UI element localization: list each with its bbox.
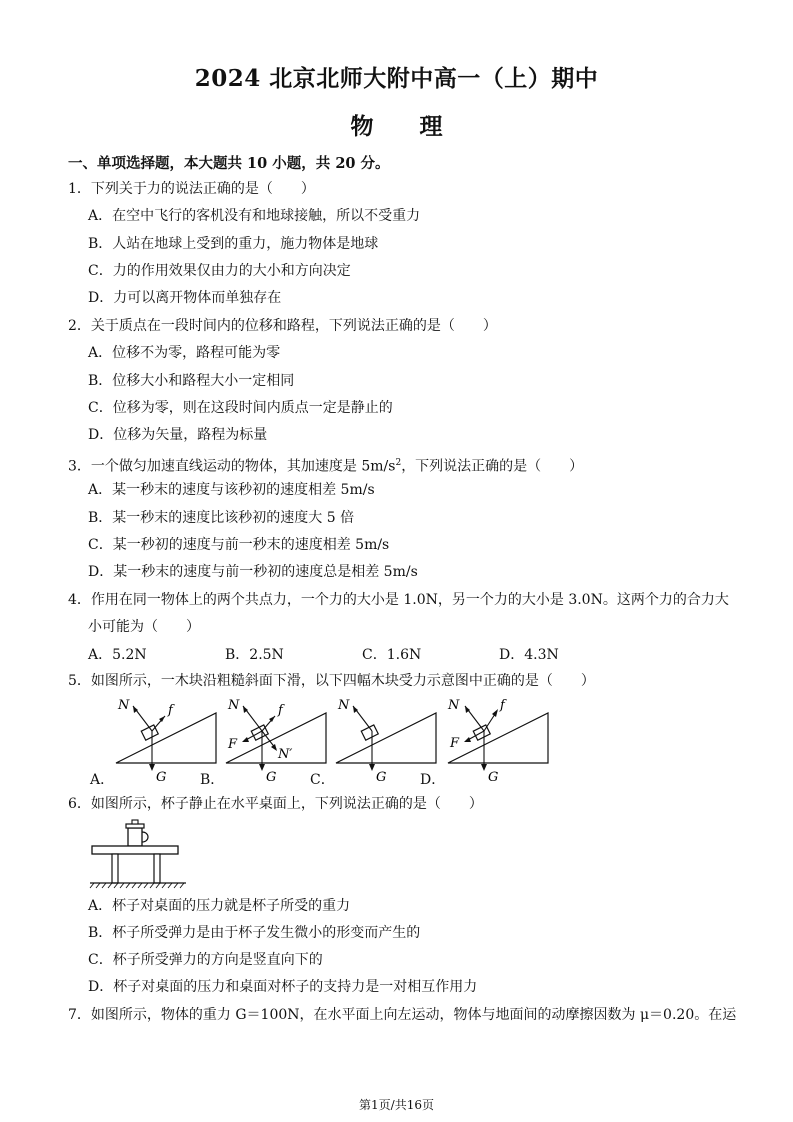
q5-label-c: C． — [310, 772, 335, 788]
q6-option-d: D．杯子对桌面的压力和桌面对杯子的支持力是一对相互作用力 — [88, 979, 478, 995]
q5a-normal-label: N — [118, 698, 130, 713]
q6-stem: 6．如图所示，杯子静止在水平桌面上，下列说法正确的是（ ） — [68, 796, 483, 812]
q5b-force-label: F — [228, 737, 238, 752]
q5d-normal-label: N — [448, 698, 460, 713]
q1-option-c: C．力的作用效果仅由力的大小和方向决定 — [88, 263, 351, 279]
q5d-force-label: F — [450, 736, 460, 751]
q2-option-c: C．位移为零，则在这段时间内质点一定是静止的 — [88, 400, 393, 416]
q3-stem — [68, 454, 583, 476]
q1-option-a: A．在空中飞行的客机没有和地球接触，所以不受重力 — [88, 208, 421, 224]
q4-stem-line2: 小可能为（ ） — [88, 619, 200, 635]
q5d-gravity-label: G — [488, 770, 499, 785]
q3-option-d: D．某一秒末的速度与前一秒初的速度总是相差 5m/s — [88, 564, 418, 580]
q5c-normal-label: N — [338, 698, 350, 713]
q2-option-d: D．位移为矢量，路程为标量 — [88, 427, 268, 443]
q1-option-b: B．人站在地球上受到的重力，施力物体是地球 — [88, 236, 379, 252]
q7-stem: 7．如图所示，物体的重力 G＝100N，在水平面上向左运动，物体与地面间的动摩擦因数为 μ＝0.20。在运 — [68, 1007, 737, 1023]
q5b-gravity-label: G — [266, 770, 277, 785]
q4-option-b: B．2.5N — [225, 647, 284, 663]
q5b-friction-label: f — [278, 703, 283, 718]
q1-option-d: D．力可以离开物体而单独存在 — [88, 290, 282, 306]
q5-figure-d — [440, 697, 550, 787]
q6-option-b: B．杯子所受弹力是由于杯子发生微小的形变而产生的 — [88, 925, 421, 941]
q6-table-cup-figure — [88, 818, 188, 890]
q3-stem-superscript: 2 — [395, 458, 402, 468]
q5d-friction-label: f — [500, 698, 505, 713]
page-footer: 第1页/共16页 — [359, 1098, 434, 1112]
q5-label-a: A． — [90, 772, 115, 788]
q5b-normal-prime-label: N′ — [278, 747, 293, 762]
q5-figures — [88, 697, 738, 789]
q4-options-row — [88, 646, 559, 664]
q2-option-a: A．位移不为零，路程可能为零 — [88, 345, 281, 361]
q3-option-b: B．某一秒末的速度比该秒初的速度大 5 倍 — [88, 510, 355, 526]
q2-option-b: B．位移大小和路程大小一定相同 — [88, 373, 295, 389]
q3-option-c: C．某一秒初的速度与前一秒末的速度相差 5m/s — [88, 537, 390, 553]
q1-stem: 1．下列关于力的说法正确的是（ ） — [68, 181, 315, 197]
subject-title: 物 理 — [350, 113, 443, 140]
q4-stem-line1: 4．作用在同一物体上的两个共点力，一个力的大小是 1.0N，另一个力的大小是 3.0N。这两个力的合力大 — [68, 592, 729, 608]
q5a-friction-label: f — [168, 703, 173, 718]
page-title: 2024 北京北师大附中高一（上）期中 — [194, 65, 599, 92]
q3-stem-text-end: ，下列说法正确的是（ ） — [401, 458, 584, 475]
q4-option-c: C．1.6N — [362, 647, 422, 663]
q5c-gravity-label: G — [376, 770, 387, 785]
q2-stem: 2．关于质点在一段时间内的位移和路程，下列说法正确的是（ ） — [68, 318, 497, 334]
section-heading: 一、单项选择题，本大题共 10 小题，共 20 分。 — [68, 155, 390, 172]
q4-option-a: A．5.2N — [88, 647, 147, 663]
q6-option-a: A．杯子对桌面的压力就是杯子所受的重力 — [88, 898, 351, 914]
q5-stem: 5．如图所示，一木块沿粗糙斜面下滑，以下四幅木块受力示意图中正确的是（ ） — [68, 673, 595, 689]
q5b-normal-label: N — [228, 698, 240, 713]
q4-option-d: D．4.3N — [499, 647, 559, 663]
q3-option-a: A．某一秒末的速度与该秒初的速度相差 5m/s — [88, 482, 375, 498]
q6-option-c: C．杯子所受弹力的方向是竖直向下的 — [88, 952, 323, 968]
q5a-gravity-label: G — [156, 770, 167, 785]
q3-stem-text: 3．一个做匀加速直线运动的物体，其加速度是 5m/s — [68, 458, 396, 475]
q5-label-d: D． — [420, 772, 446, 788]
q5-label-b: B． — [200, 772, 225, 788]
